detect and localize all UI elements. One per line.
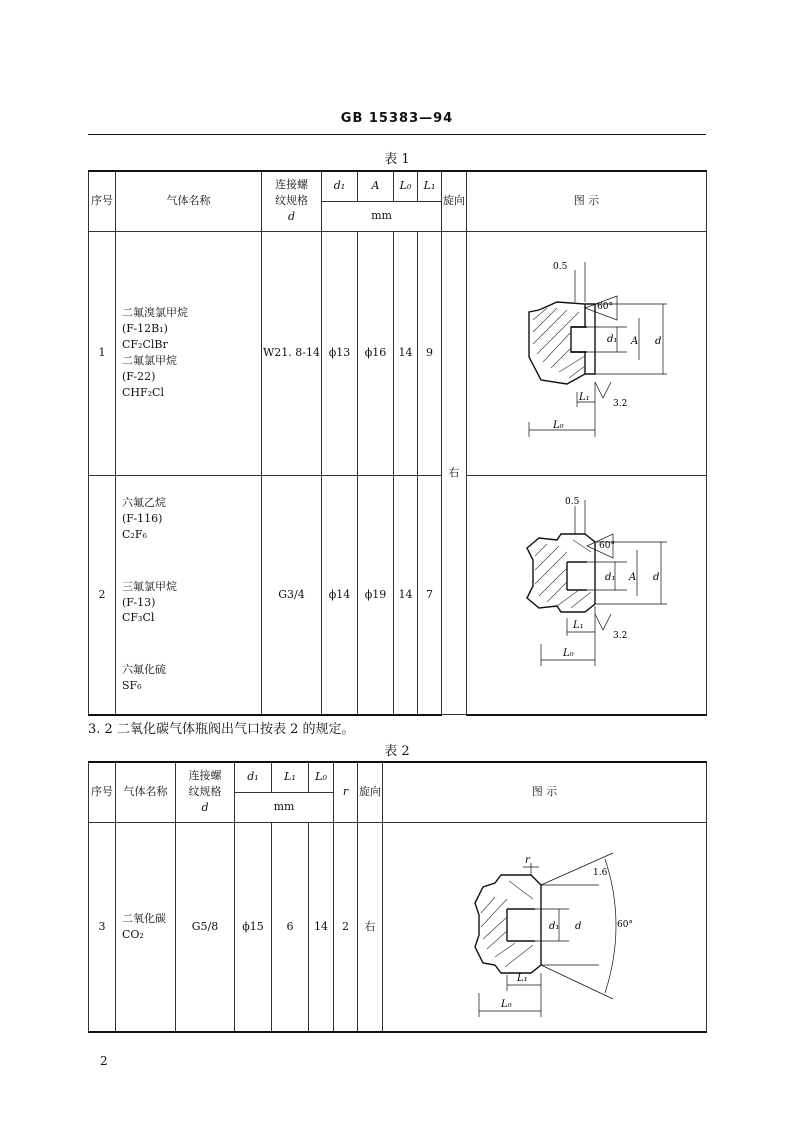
nozzle-diagram-2 xyxy=(467,476,707,714)
fig1-L1-label: L₁ xyxy=(579,391,590,403)
t2-col-header-L0: L₀ xyxy=(309,762,334,792)
row1-no: 1 xyxy=(89,231,116,475)
t2-col-header-d1: d₁ xyxy=(235,762,272,792)
row1-figure xyxy=(467,231,707,475)
col-header-L0: L₀ xyxy=(394,171,418,201)
fig2-roughness-label: 3.2 xyxy=(613,630,628,641)
row2-A: ϕ19 xyxy=(358,475,394,715)
row2-thread: G3/4 xyxy=(262,475,322,715)
gas-code: (F-22) xyxy=(122,369,156,383)
t2-thread-header-line1: 连接螺 xyxy=(188,769,222,783)
nozzle-diagram-1 xyxy=(467,232,707,475)
fig3-roughness-label: 1.6 xyxy=(593,867,608,878)
row2-L1: 7 xyxy=(418,475,442,715)
col-header-A: A xyxy=(358,171,394,201)
fig1-angle-label: 60° xyxy=(597,301,613,312)
col-header-L1: L₁ xyxy=(418,171,442,201)
row3-d1: ϕ15 xyxy=(235,822,272,1032)
row3-rotation: 右 xyxy=(358,822,383,1032)
row1-d1: ϕ13 xyxy=(322,231,358,475)
col-header-unit: mm xyxy=(322,201,442,231)
table2-caption: 表 2 xyxy=(384,744,410,759)
fig2-L0-label: L₀ xyxy=(563,647,574,659)
fig2-angle-label: 60° xyxy=(599,540,615,551)
doc-code-header: GB 15383—94 xyxy=(340,111,454,126)
page-number: 2 xyxy=(100,1054,108,1068)
gas-formula: SF₆ xyxy=(122,679,142,693)
thread-header-line1: 连接螺 xyxy=(275,178,308,192)
col-header-rotation: 旋向 xyxy=(442,171,467,231)
table1 xyxy=(88,170,707,716)
gas-formula: CF₂ClBr xyxy=(122,338,168,352)
row1-gas-names xyxy=(116,231,262,475)
row1-thread: W21. 8-14 xyxy=(262,231,322,475)
fig3-d-label: d xyxy=(575,920,582,932)
gas-formula: C₂F₆ xyxy=(122,527,147,541)
t2-col-header-L1: L₁ xyxy=(272,762,309,792)
fig2-gap-label: 0.5 xyxy=(565,496,580,507)
thread-header-line3: d xyxy=(287,210,296,224)
row1-L0: 14 xyxy=(394,231,418,475)
row3-gas-names xyxy=(116,822,176,1032)
fig2-d1-label: d₁ xyxy=(605,571,616,583)
gas-name: 六氟乙烷 xyxy=(122,495,166,509)
fig3-L0-label: L₀ xyxy=(501,998,512,1010)
fig1-d-label: d xyxy=(655,335,662,347)
fig3-r-label: r xyxy=(525,854,530,866)
t2-col-header-thread xyxy=(176,762,235,822)
row2-gas-names xyxy=(116,475,262,715)
t2-col-header-r: r xyxy=(334,762,358,822)
fig1-d1-label: d₁ xyxy=(607,333,618,345)
row3-L1: 6 xyxy=(272,822,309,1032)
table1-caption: 表 1 xyxy=(384,152,410,167)
thread-header-line2: 纹规格 xyxy=(275,194,308,208)
gas-code: (F-116) xyxy=(122,511,163,525)
gas-formula: CHF₂Cl xyxy=(122,385,164,399)
header-rule xyxy=(88,134,706,135)
gas-code: (F-12B₁) xyxy=(122,322,168,336)
fig3-d1-label: d₁ xyxy=(549,920,560,932)
gas-formula: CF₃Cl xyxy=(122,611,155,625)
row2-no: 2 xyxy=(89,475,116,715)
col-header-d1: d₁ xyxy=(322,171,358,201)
fig2-A-label: A xyxy=(629,571,637,583)
fig3-L1-label: L₁ xyxy=(517,972,528,984)
row2-figure xyxy=(467,475,707,715)
t2-col-header-rotation: 旋向 xyxy=(358,762,383,822)
gas-code: (F-13) xyxy=(122,595,156,609)
row2-d1: ϕ14 xyxy=(322,475,358,715)
gas-name: 二氧化碳 xyxy=(122,911,166,925)
fig2-d-label: d xyxy=(653,571,660,583)
col-header-no: 序号 xyxy=(89,171,116,231)
table2 xyxy=(88,761,707,1033)
section-3-2: 3. 2 二氧化碳气体瓶阀出气口按表 2 的规定。 xyxy=(88,722,355,737)
row2-L0: 14 xyxy=(394,475,418,715)
fig1-gap-label: 0.5 xyxy=(553,261,568,272)
t2-col-header-figure: 图 示 xyxy=(383,762,707,822)
rotation-cell: 右 xyxy=(442,231,467,715)
nozzle-diagram-3 xyxy=(383,823,707,1031)
t2-thread-header-line3: d xyxy=(201,801,209,815)
row3-L0: 14 xyxy=(309,822,334,1032)
col-header-figure: 图 示 xyxy=(467,171,707,231)
row1-A: ϕ16 xyxy=(358,231,394,475)
gas-name: 六氟化硫 xyxy=(122,663,166,677)
row3-no: 3 xyxy=(89,822,116,1032)
t2-col-header-no: 序号 xyxy=(89,762,116,822)
fig3-angle-label: 60° xyxy=(617,919,633,930)
fig2-L1-label: L₁ xyxy=(573,619,584,631)
row3-figure xyxy=(383,822,707,1032)
t2-col-header-gas-name: 气体名称 xyxy=(116,762,176,822)
row3-thread: G5/8 xyxy=(176,822,235,1032)
col-header-gas-name: 气体名称 xyxy=(116,171,262,231)
t2-col-header-unit: mm xyxy=(235,792,334,822)
gas-name: 三氟氯甲烷 xyxy=(122,579,177,593)
fig1-L0-label: L₀ xyxy=(553,419,564,431)
col-header-thread xyxy=(262,171,322,231)
fig1-roughness-label: 3.2 xyxy=(613,398,628,409)
gas-formula: CO₂ xyxy=(122,927,144,941)
gas-name: 二氟氯甲烷 xyxy=(122,354,177,367)
fig1-A-label: A xyxy=(631,335,639,347)
row3-r: 2 xyxy=(334,822,358,1032)
gas-name: 二氟溴氯甲烷 xyxy=(122,306,188,320)
t2-thread-header-line2: 纹规格 xyxy=(188,785,222,799)
row1-L1: 9 xyxy=(418,231,442,475)
